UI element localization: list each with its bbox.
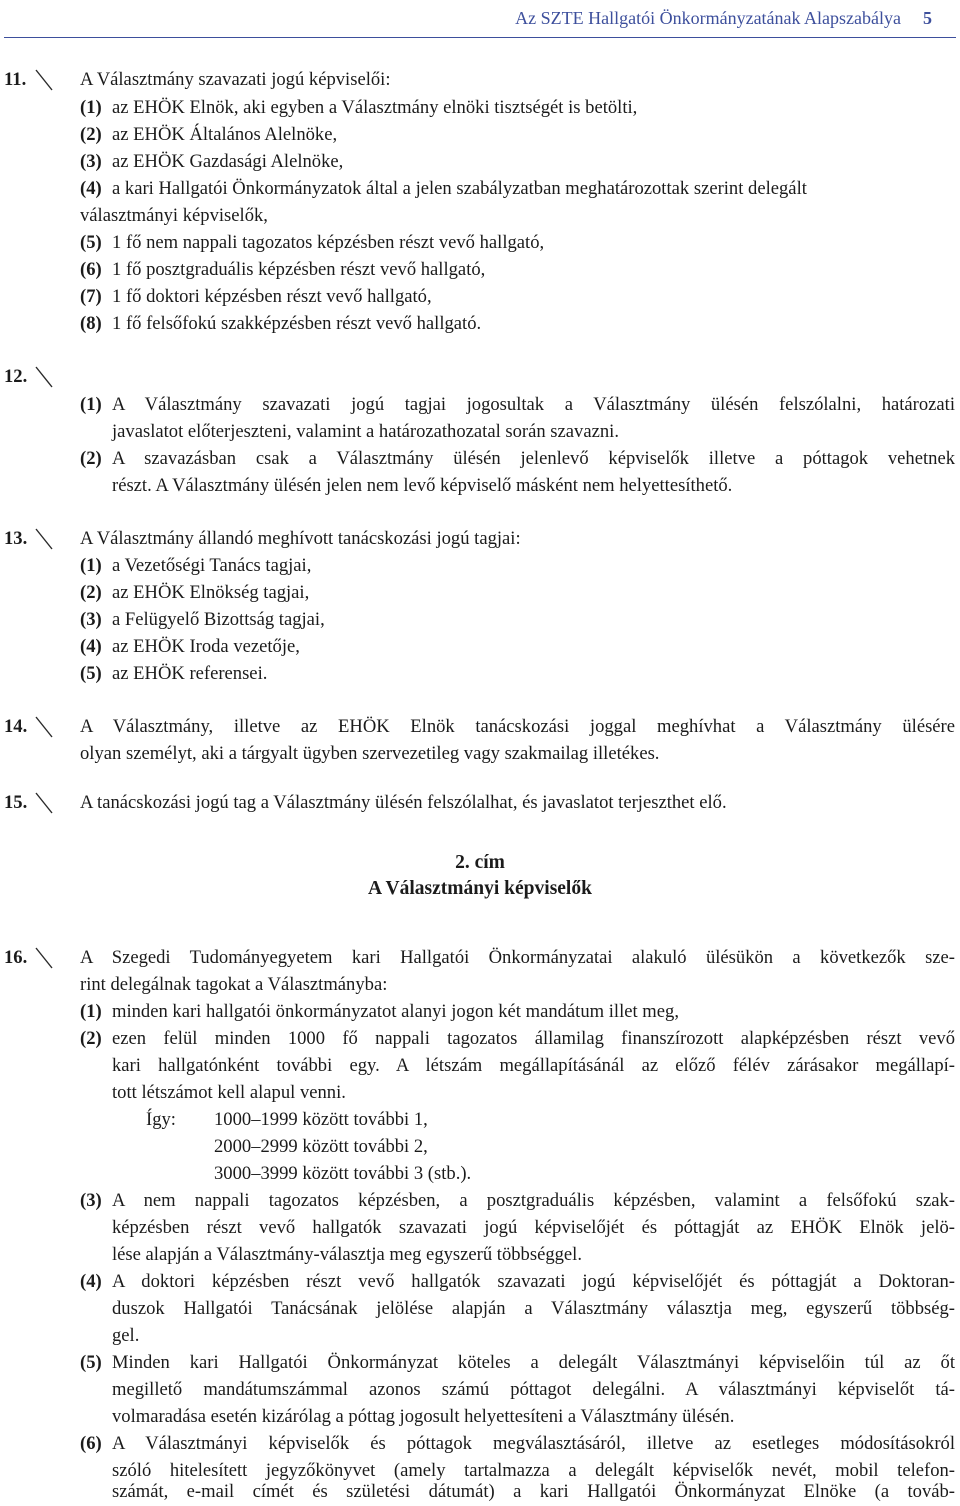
section-number: 14.	[4, 716, 28, 737]
document-title: Az SZTE Hallgatói Önkormányzatának Alapszabálya	[515, 8, 901, 28]
section-intro: A Választmány szavazati jogú képviselői:	[80, 69, 391, 90]
section-number: 12.	[4, 366, 28, 387]
section-number: 11.	[4, 69, 27, 90]
section-12-heading	[0, 363, 960, 390]
section-number: 15.	[4, 792, 28, 813]
section-13-heading	[0, 525, 960, 552]
chapter-title: A Választmányi képviselők	[368, 878, 592, 899]
section-14-heading	[0, 713, 960, 740]
page-number: 5	[923, 8, 932, 28]
section-sign-icon	[33, 527, 55, 551]
section-number: 16.	[4, 947, 28, 968]
section-sign-icon	[33, 715, 55, 739]
section-sign-icon	[33, 946, 55, 970]
section-intro: A Választmány állandó meghívott tanácskozási jogú tagjai:	[80, 528, 521, 549]
section-sign-icon	[33, 68, 55, 92]
paragraph: A Választmány, illetve az EHÖK Elnök tanácskozási joggal meghívhat a Választmány ülésére	[80, 716, 955, 737]
section-15-heading	[0, 789, 960, 816]
running-header	[0, 3, 932, 33]
section-sign-icon	[33, 791, 55, 815]
example-label: Így:	[146, 1109, 176, 1130]
section-number: 13.	[4, 528, 28, 549]
paragraph: A Szegedi Tudományegyetem kari Hallgatói Önkormányzatai alakuló ülésükön a következők sze-	[80, 947, 955, 968]
chapter-number: 2. cím	[455, 852, 505, 873]
header-rule	[4, 37, 956, 38]
section-11-heading	[0, 66, 960, 93]
paragraph: A tanácskozási jogú tag a Választmány ülésén felszólalhat, és javaslatot terjeszthet elő.	[80, 792, 727, 813]
section-sign-icon	[33, 365, 55, 389]
section-16-heading	[0, 944, 960, 971]
